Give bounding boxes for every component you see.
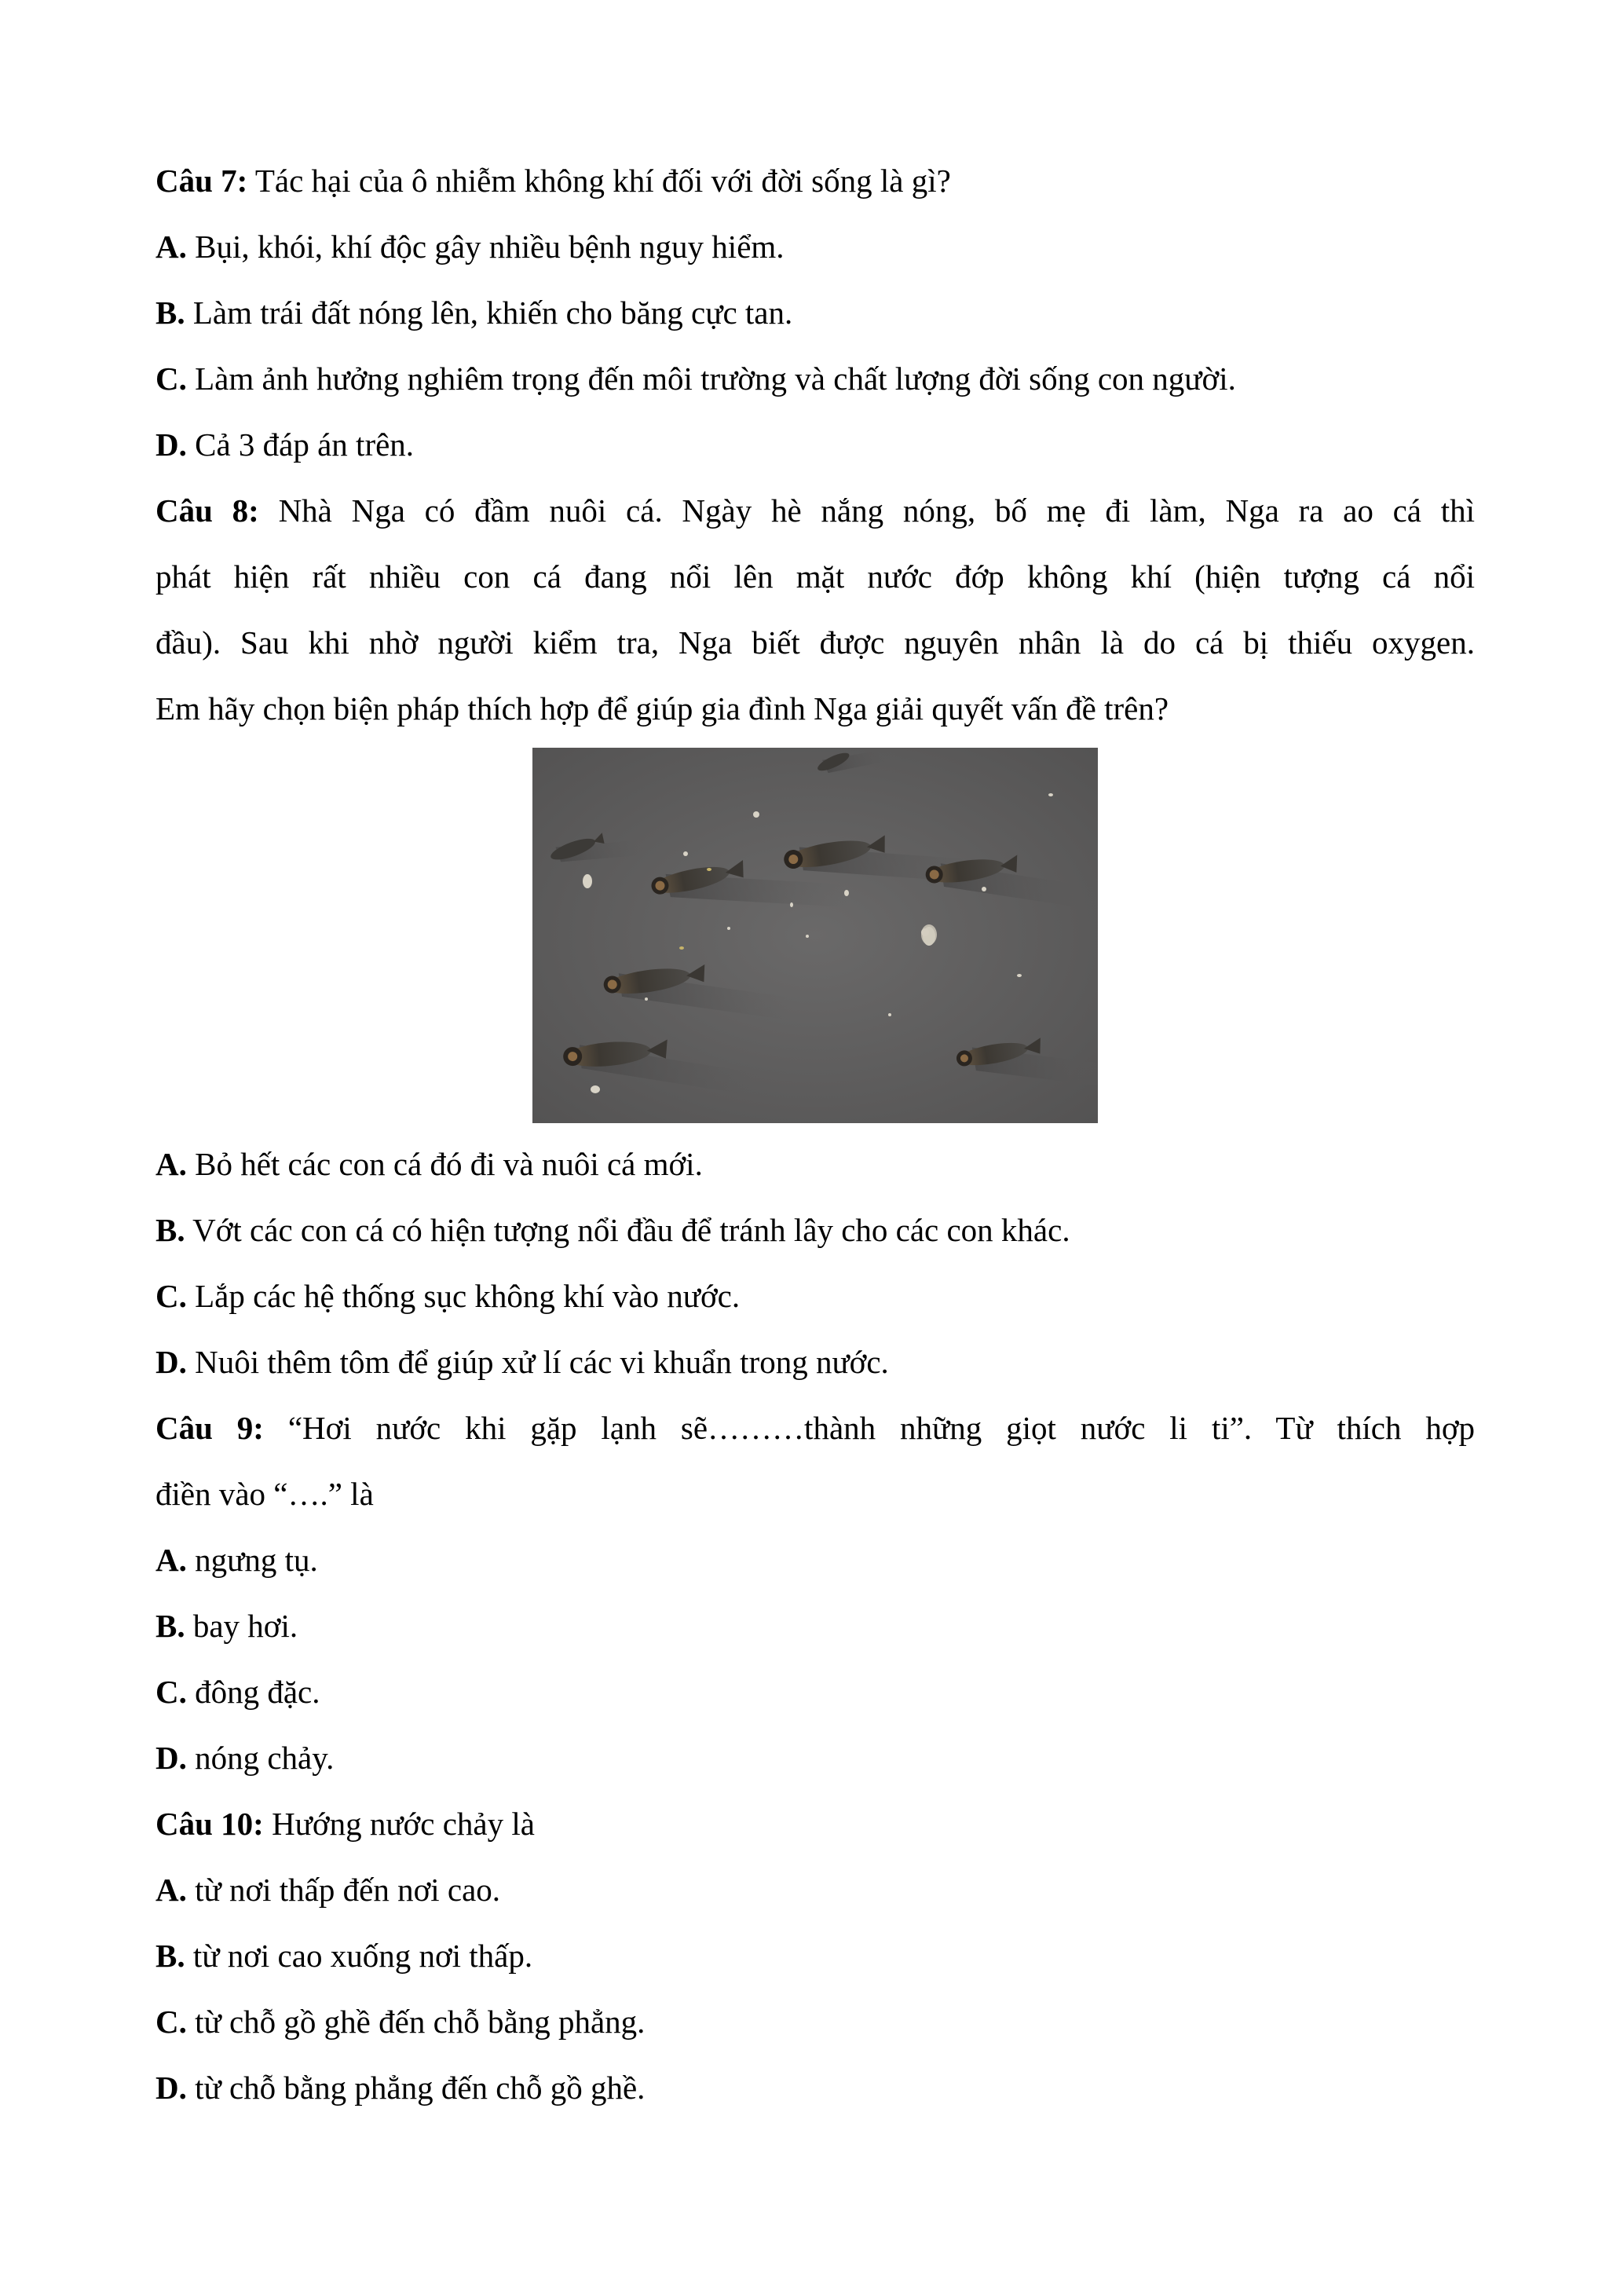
option-text: từ chỗ bằng phẳng đến chỗ gồ ghề. [195, 2070, 646, 2106]
question-text: Tác hại của ô nhiễm không khí đối với đời sống là gì? [254, 163, 951, 199]
option-letter: B. [155, 295, 185, 331]
answer-option-a[interactable] [155, 1131, 1475, 1197]
answer-option-d[interactable] [155, 412, 1475, 478]
question-8-stem-line [155, 478, 1475, 544]
answer-option-b[interactable] [155, 280, 1475, 346]
question-8 [155, 478, 1475, 1395]
question-9 [155, 1395, 1475, 1791]
option-letter: C. [155, 2004, 187, 2040]
option-letter: C. [155, 361, 187, 397]
answer-option-d[interactable] [155, 2055, 1475, 2121]
fish-pond-illustration [532, 748, 1098, 1123]
question-7 [155, 148, 1475, 478]
question-10-stem [155, 1791, 1475, 1857]
question-8-stem-line [155, 609, 1475, 675]
option-text: đông đặc. [195, 1674, 320, 1710]
answer-option-c[interactable] [155, 346, 1475, 412]
option-letter: B. [155, 1938, 185, 1974]
answer-option-a[interactable] [155, 214, 1475, 280]
option-letter: B. [155, 1608, 185, 1644]
question-text: đầu). Sau khi nhờ người kiểm tra, Nga biết được nguyên nhân là do cá bị thiếu oxygen. [155, 624, 1475, 661]
option-text: bay hơi. [192, 1608, 298, 1644]
option-letter: D. [155, 2070, 187, 2106]
option-text: Lắp các hệ thống sục không khí vào nước. [195, 1278, 741, 1314]
option-letter: D. [155, 1344, 187, 1380]
question-8-stem-line [155, 544, 1475, 609]
answer-option-b[interactable] [155, 1923, 1475, 1989]
answer-option-c[interactable] [155, 1263, 1475, 1329]
option-text: Bỏ hết các con cá đó đi và nuôi cá mới. [195, 1146, 703, 1182]
question-text: phát hiện rất nhiều con cá đang nổi lên mặt nước đớp không khí (hiện tượng cá nổi [155, 558, 1475, 595]
question-label: Câu 9: [155, 1410, 264, 1446]
question-9-stem-line [155, 1461, 1475, 1527]
option-letter: A. [155, 1872, 187, 1908]
answer-option-d[interactable] [155, 1725, 1475, 1791]
option-text: Bụi, khói, khí độc gây nhiều bệnh nguy hiểm. [195, 229, 785, 265]
answer-option-a[interactable] [155, 1857, 1475, 1923]
option-letter: C. [155, 1674, 187, 1710]
answer-option-b[interactable] [155, 1197, 1475, 1263]
option-text: Làm trái đất nóng lên, khiến cho băng cực tan. [192, 295, 793, 331]
question-7-stem [155, 148, 1475, 214]
option-text: từ nơi cao xuống nơi thấp. [192, 1938, 533, 1974]
question-text: “Hơi nước khi gặp lạnh sẽ………thành những giọt nước li ti”. Từ thích hợp [287, 1410, 1476, 1446]
option-text: từ chỗ gồ ghề đến chỗ bằng phẳng. [195, 2004, 646, 2040]
answer-option-b[interactable] [155, 1593, 1475, 1659]
option-text: Vớt các con cá có hiện tượng nổi đầu để tránh lây cho các con khác. [192, 1212, 1070, 1248]
question-text: điền vào “….” là [155, 1476, 374, 1512]
option-letter: A. [155, 229, 187, 265]
option-letter: C. [155, 1278, 187, 1314]
question-label: Câu 7: [155, 163, 248, 199]
option-letter: A. [155, 1146, 187, 1182]
option-text: ngưng tụ. [195, 1542, 318, 1578]
exam-page [155, 148, 1475, 2121]
option-text: Làm ảnh hưởng nghiêm trọng đến môi trường và chất lượng đời sống con người. [195, 361, 1236, 397]
question-label: Câu 10: [155, 1806, 264, 1842]
option-letter: D. [155, 1740, 187, 1776]
option-text: Nuôi thêm tôm để giúp xử lí các vi khuẩn trong nước. [195, 1344, 889, 1380]
answer-option-d[interactable] [155, 1329, 1475, 1395]
option-text: nóng chảy. [195, 1740, 335, 1776]
question-label: Câu 8: [155, 492, 259, 529]
question-text: Hướng nước chảy là [272, 1806, 535, 1842]
question-8-stem-line [155, 675, 1475, 741]
option-letter: A. [155, 1542, 187, 1578]
question-text: Nhà Nga có đầm nuôi cá. Ngày hè nắng nóng, bố mẹ đi làm, Nga ra ao cá thì [278, 492, 1475, 529]
option-letter: D. [155, 426, 187, 463]
option-letter: B. [155, 1212, 185, 1248]
answer-option-c[interactable] [155, 1659, 1475, 1725]
fish-pond-photo [532, 748, 1098, 1123]
option-text: từ nơi thấp đến nơi cao. [195, 1872, 501, 1908]
answer-option-c[interactable] [155, 1989, 1475, 2055]
answer-option-a[interactable] [155, 1527, 1475, 1593]
question-9-stem-line [155, 1395, 1475, 1461]
option-text: Cả 3 đáp án trên. [195, 426, 415, 463]
question-text: Em hãy chọn biện pháp thích hợp để giúp gia đình Nga giải quyết vấn đề trên? [155, 690, 1169, 727]
question-10 [155, 1791, 1475, 2121]
